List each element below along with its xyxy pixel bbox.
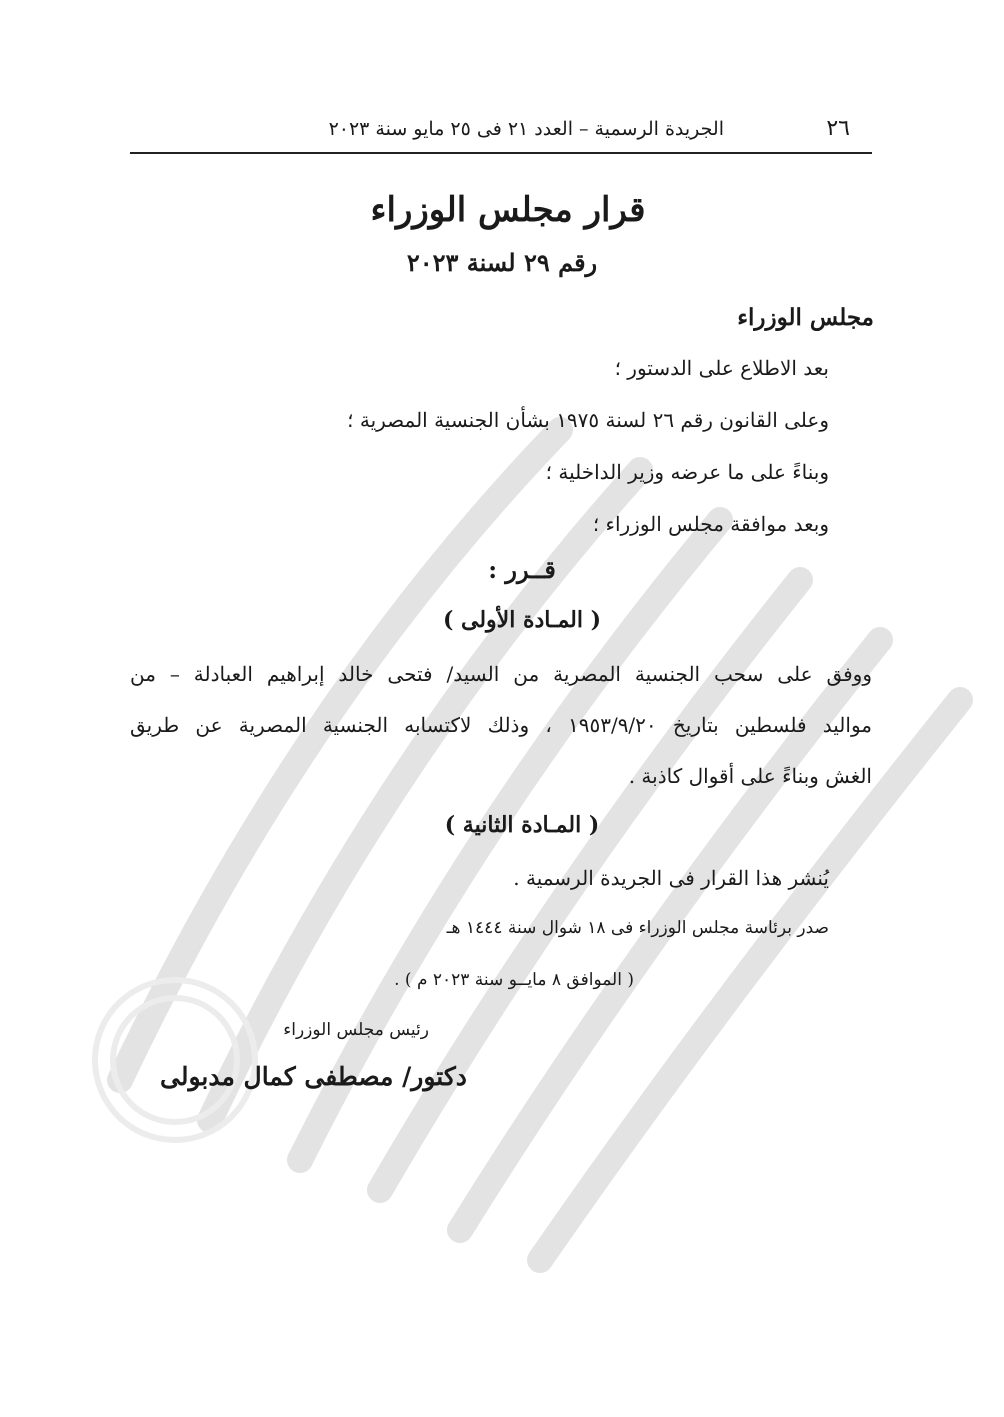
article-1-line-3: الغش وبناءً على أقوال كاذبة .	[628, 764, 872, 788]
decided-heading: قــرر :	[488, 555, 556, 584]
article-1-heading: ( المـادة الأولى )	[442, 607, 602, 633]
recital-2: وعلى القانون رقم ٢٦ لسنة ١٩٧٥ بشأن الجنسية المصرية ؛	[347, 408, 829, 432]
decree-title: قرار مجلس الوزراء	[370, 190, 646, 230]
recital-1: بعد الاطلاع على الدستور ؛	[614, 356, 829, 380]
recital-3: وبناءً على ما عرضه وزير الداخلية ؛	[545, 460, 829, 484]
article-1-line-2: مواليد فلسطين بتاريخ ١٩٥٣/٩/٢٠ ، وذلك لاكتسابه الجنسية المصرية عن طريق	[130, 713, 872, 737]
issuer-heading: مجلس الوزراء	[737, 304, 874, 331]
article-2-heading: ( المـادة الثانية )	[444, 812, 600, 838]
page-header	[130, 112, 872, 154]
article-1-line-1: ووفق على سحب الجنسية المصرية من السيد/ فتحى خالد إبراهيم العبادلة – من	[130, 662, 872, 686]
running-head: الجريدة الرسمية – العدد ٢١ فى ٢٥ مايو سنة ٢٠٢٣	[328, 118, 724, 140]
issued-line: صدر برئاسة مجلس الوزراء فى ١٨ شوال سنة ١٤٤٤ هـ	[446, 918, 829, 938]
corresponding-date: ( الموافق ٨ مايــو سنة ٢٠٢٣ م ) .	[394, 970, 634, 990]
recital-4: وبعد موافقة مجلس الوزراء ؛	[592, 512, 829, 536]
signatory-name: دكتور/ مصطفى كمال مدبولى	[160, 1062, 467, 1091]
page-number: ٢٦	[826, 116, 850, 141]
decree-number: رقم ٢٩ لسنة ٢٠٢٣	[406, 248, 598, 277]
article-2-text: يُنشر هذا القرار فى الجريدة الرسمية .	[513, 866, 829, 890]
signatory-title: رئيس مجلس الوزراء	[283, 1020, 429, 1040]
